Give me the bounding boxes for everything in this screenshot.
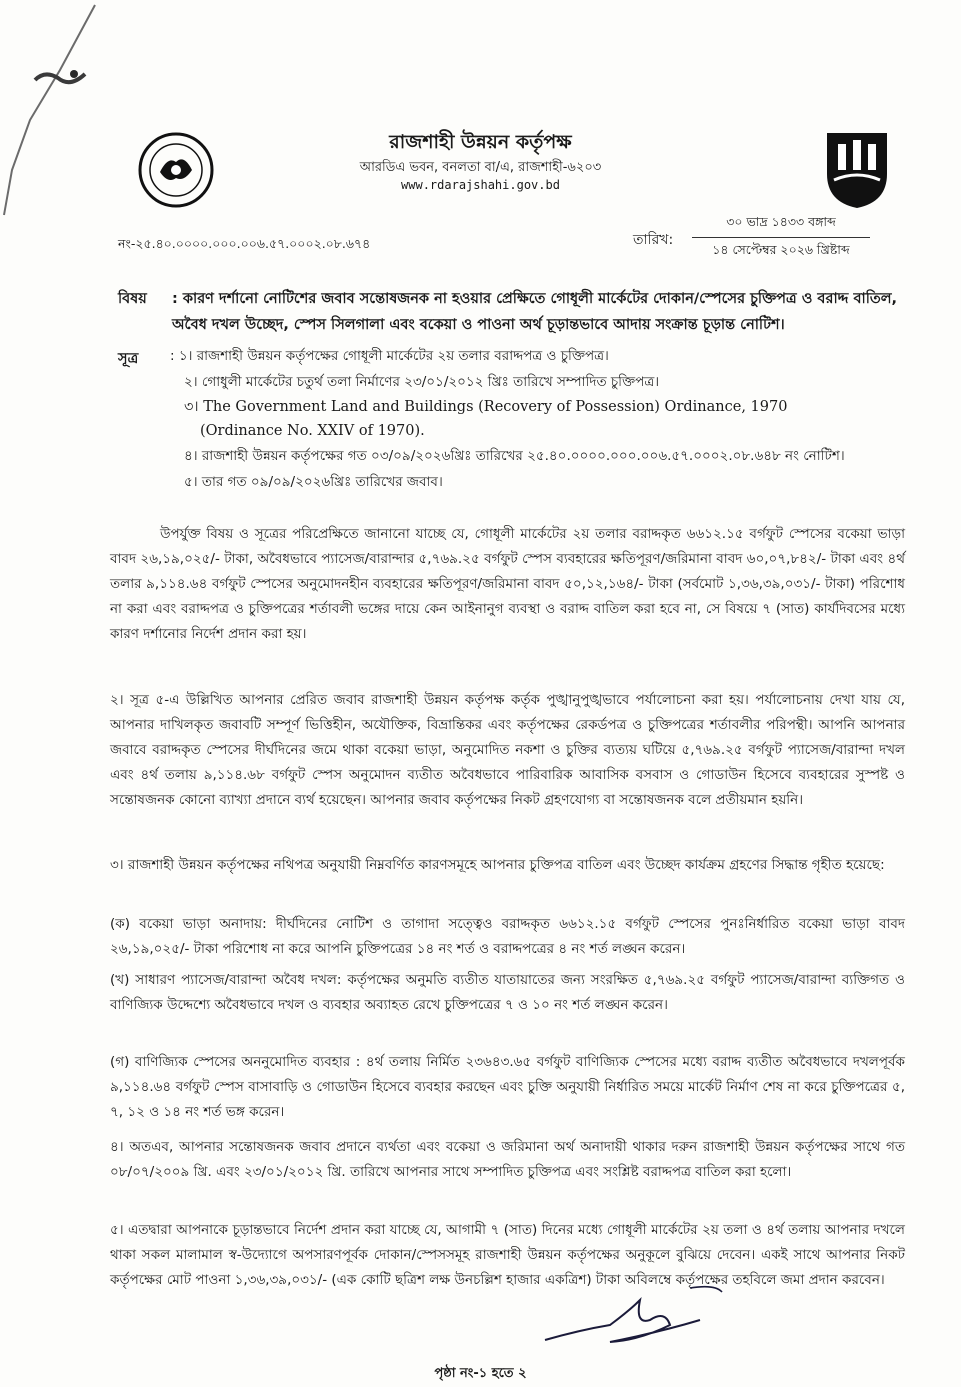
reference-item: ২। গোধুলী মার্কেটের চতুর্থ তলা নির্মাণের ২৩/০১/২০১২ খ্রিঃ তারিখে সম্পাদিত চুক্তিপত্র। — [184, 373, 660, 390]
date-label: তারিখ: — [633, 232, 674, 248]
org-address: আরডিএ ভবন, বনলতা বা/এ, রাজশাহী-৬২০৩ — [359, 160, 602, 175]
reference-item: ৩। The Government Land and Buildings (Recovery of Possession) Ordinance, 1970 (Ordinance No. XXIV of 1970). — [184, 399, 788, 439]
clause-ka: (ক) বকেয়া ভাড়া অনাদায়: দীর্ঘদিনের নোটিশ ও তাগাদা সত্ত্বেও বরাদ্দকৃত ৬৬১২.১৫ বর্গফুট স্পেসের পুনঃনির্ধারিত বকেয়া ভাড়া বাবদ ২৬,১৯,০২৫/- টাকা পরিশোধ না করে আপনি চুক্তিপত্রের ১৪ নং শর্ত ও বরাদ্দপত্রের ৪ নং শর্ত লঙ্ঘন করেন। — [110, 916, 905, 957]
references-label: সূত্র — [118, 351, 139, 367]
body-paragraph-2: ২। সূত্র ৫-এ উল্লিখিত আপনার প্রেরিত জবাব রাজশাহী উন্নয়ন কর্তৃপক্ষ কর্তৃক পুঙ্খানুপুঙ্খভাবে পর্যালোচনা করা হয়। পর্যালোচনায় দেখা যায় যে, আপনার দাখিলকৃত জবাবটি সম্পূর্ণ ভিত্তিহীন, অযৌক্তিক, বিভ্রান্তিকর এবং কর্তৃপক্ষের রেকর্ডপত্র ও চুক্তিপত্রের শর্তাবলীর পরিপন্থী। আপনি আপনার জবাবে বরাদ্দকৃত স্পেসের দীর্ঘদিনের জমে থাকা বকেয়া ভাড়া, অনুমোদিত নকশা ও চুক্তির ব্যত্যয় ঘটিয়ে ৫,৭৬৯.২৫ বর্গফুট প্যাসেজ/বারান্দা দখল এবং ৪র্থ তলায় ৯,১১৪.৬৮ বর্গফুট স্পেস অনুমোদন ব্যতীত অবৈধভাবে পারিবারিক আবাসিক বসবাস ও গোডাউন হিসেবে ব্যবহারের সুস্পষ্ট ও সন্তোষজনক কোনো ব্যাখ্যা প্রদানে ব্যর্থ হয়েছেন। আপনার জবাব কর্তৃপক্ষের নিকট গ্রহণযোগ্য বা সন্তোষজনক বলে প্রতীয়মান হয়নি। — [110, 692, 905, 808]
subject-label: বিষয় — [118, 291, 147, 307]
date-english: ১৪ সেপ্টেম্বর ২০২৬ খ্রিষ্টাব্দ — [712, 242, 850, 257]
org-name: রাজশাহী উন্নয়ন কর্তৃপক্ষ — [389, 131, 572, 153]
memo-number: নং-২৫.৪০.০০০০.০০০.০০৬.৫৭.০০০২.০৮.৬৭৪ — [118, 236, 371, 251]
subject-text: : কারণ দর্শানো নোটিশের জবাব সন্তোষজনক না হওয়ার প্রেক্ষিতে গোধূলী মার্কেটের দোকান/স্পেসের চুক্তিপত্র ও বরাদ্দ বাতিল, অবৈধ দখল উচ্ছেদ, স্পেস সিলগালা এবং বকেয়া ও পাওনা অর্থ চূড়ান্তভাবে আদায় সংক্রান্ত চূড়ান্ত নোটিশ। — [172, 291, 898, 333]
staple-mark — [0, 0, 120, 240]
reference-item: ৫। তার গত ০৯/০৯/২০২৬খ্রিঃ তারিখের জবাব। — [184, 473, 443, 490]
signature-icon — [540, 1280, 740, 1360]
body-paragraph-5: ৫। এতদ্বারা আপনাকে চূড়ান্তভাবে নির্দেশ প্রদান করা যাচ্ছে যে, আগামী ৭ (সাত) দিনের মধ্যে গোধূলী মার্কেটের ২য় তলা ও ৪র্থ তলায় আপনার দখলে থাকা সকল মালামাল স্ব-উদ্যোগে অপসারণপূর্বক দোকান/স্পেসসমূহ রাজশাহী উন্নয়ন কর্তৃপক্ষের অনুকূলে বুঝিয়ে দেবেন। একই সাথে আপনার নিকট কর্তৃপক্ষের মোট পাওনা ১,৩৬,৩৯,০৩১/- (এক কোটি ছত্রিশ লক্ষ উনচল্লিশ হাজার একত্রিশ) টাকা অবিলম্বে কর্তৃপক্ষের তহবিলে জমা প্রদান করবেন। — [110, 1222, 905, 1288]
page-number: পৃষ্ঠা নং-১ হতে ২ — [434, 1366, 527, 1381]
org-website: www.rdarajshahi.gov.bd — [401, 178, 560, 192]
clause-ga: (গ) বাণিজ্যিক স্পেসের অননুমোদিত ব্যবহার : ৪র্থ তলায় নির্মিত ২৩৬৪৩.৬৫ বর্গফুট বাণিজ্যিক স্পেসের মধ্যে বরাদ্দ ব্যতীত অবৈধভাবে দখলপূর্বক ৯,১১৪.৬৪ বর্গফুট স্পেস বাসাবাড়ি ও গোডাউন হিসেবে ব্যবহার করছেন এবং চুক্তি অনুযায়ী নির্ধারিত সময়ে মার্কেট নির্মাণ শেষ না করে চুক্তিপত্রের ৫, ৭, ১২ ও ১৪ নং শর্ত ভঙ্গ করেন। — [110, 1054, 905, 1120]
date-bangla: ৩০ ভাদ্র ১৪৩৩ বঙ্গাব্দ — [692, 214, 870, 238]
body-paragraph-1: উপর্যুক্ত বিষয় ও সূত্রের পরিপ্রেক্ষিতে জানানো যাচ্ছে যে, গোধূলী মার্কেটের ২য় তলার বরাদ্দকৃত ৬৬১২.১৫ বর্গফুট স্পেসের বকেয়া ভাড়া বাবদ ২৬,১৯,০২৫/- টাকা, অবৈধভাবে প্যাসেজ/বারান্দার ৫,৭৬৯.২৫ বর্গফুট স্পেস ব্যবহারের ক্ষতিপূরণ/জরিমানা বাবদ ৬০,০৭,৮৪২/- টাকা এবং ৪র্থ তলার ৯,১১৪.৬৪ বর্গফুট স্পেসের অনুমোদনহীন ব্যবহারের ক্ষতিপূরণ/জরিমানা বাবদ ৫০,১২,১৬৪/- টাকা (সর্বমোট ১,৩৬,৩৯,০৩১/- টাকা) পরিশোধ না করা এবং বরাদ্দপত্র ও চুক্তিপত্রের শর্তাবলী ভঙ্গের দায়ে কেন আইনানুগ ব্যবস্থা ও বরাদ্দ বাতিল করা হবে না, সে বিষয়ে ৭ (সাত) কার্যদিবসের মধ্যে কারণ দর্শানোর নির্দেশ প্রদান করা হয়। — [110, 526, 905, 642]
body-paragraph-3: ৩। রাজশাহী উন্নয়ন কর্তৃপক্ষের নথিপত্র অনুযায়ী নিম্নবর্ণিত কারণসমূহে আপনার চুক্তিপত্র বাতিল এবং উচ্ছেদ কার্যক্রম গ্রহণের সিদ্ধান্ত গৃহীত হয়েছে: — [110, 857, 885, 873]
date-block — [692, 214, 870, 262]
reference-item: ৪। রাজশাহী উন্নয়ন কর্তৃপক্ষের গত ০৩/০৯/২০২৬খ্রিঃ তারিখের ২৫.৪০.০০০০.০০০.০০৬.৫৭.০০০২.০৮.৬৪৮ নং নোটিশ। — [184, 448, 845, 464]
body-paragraph-4: ৪। অতএব, আপনার সন্তোষজনক জবাব প্রদানে ব্যর্থতা এবং বকেয়া ও জরিমানা অর্থ অনাদায়ী থাকার দরুন রাজশাহী উন্নয়ন কর্তৃপক্ষের সাথে গত ০৮/০৭/২০০৯ খ্রি. এবং ২৩/০১/২০১২ খ্রি. তারিখে আপনার সাথে সম্পাদিত চুক্তিপত্র এবং সংশ্লিষ্ট বরাদ্দপত্র বাতিল করা হলো। — [110, 1139, 905, 1180]
references-list — [170, 345, 870, 496]
clause-kha: (খ) সাধারণ প্যাসেজ/বারান্দা অবৈধ দখল: কর্তৃপক্ষের অনুমতি ব্যতীত যাতায়াতের জন্য সংরক্ষিত ৫,৭৬৯.২৫ বর্গফুট প্যাসেজ/বারান্দা ব্যক্তিগত ও বাণিজ্যিক উদ্দেশ্যে অবৈধভাবে দখল ও ব্যবহার অব্যাহত রেখে চুক্তিপত্রের ৭ ও ১০ নং শর্ত লঙ্ঘন করেন। — [110, 972, 905, 1013]
reference-item: : ১। রাজশাহী উন্নয়ন কর্তৃপক্ষের গোধূলী মার্কেটের ২য় তলার বরাদ্দপত্র ও চুক্তিপত্র। — [170, 348, 609, 364]
